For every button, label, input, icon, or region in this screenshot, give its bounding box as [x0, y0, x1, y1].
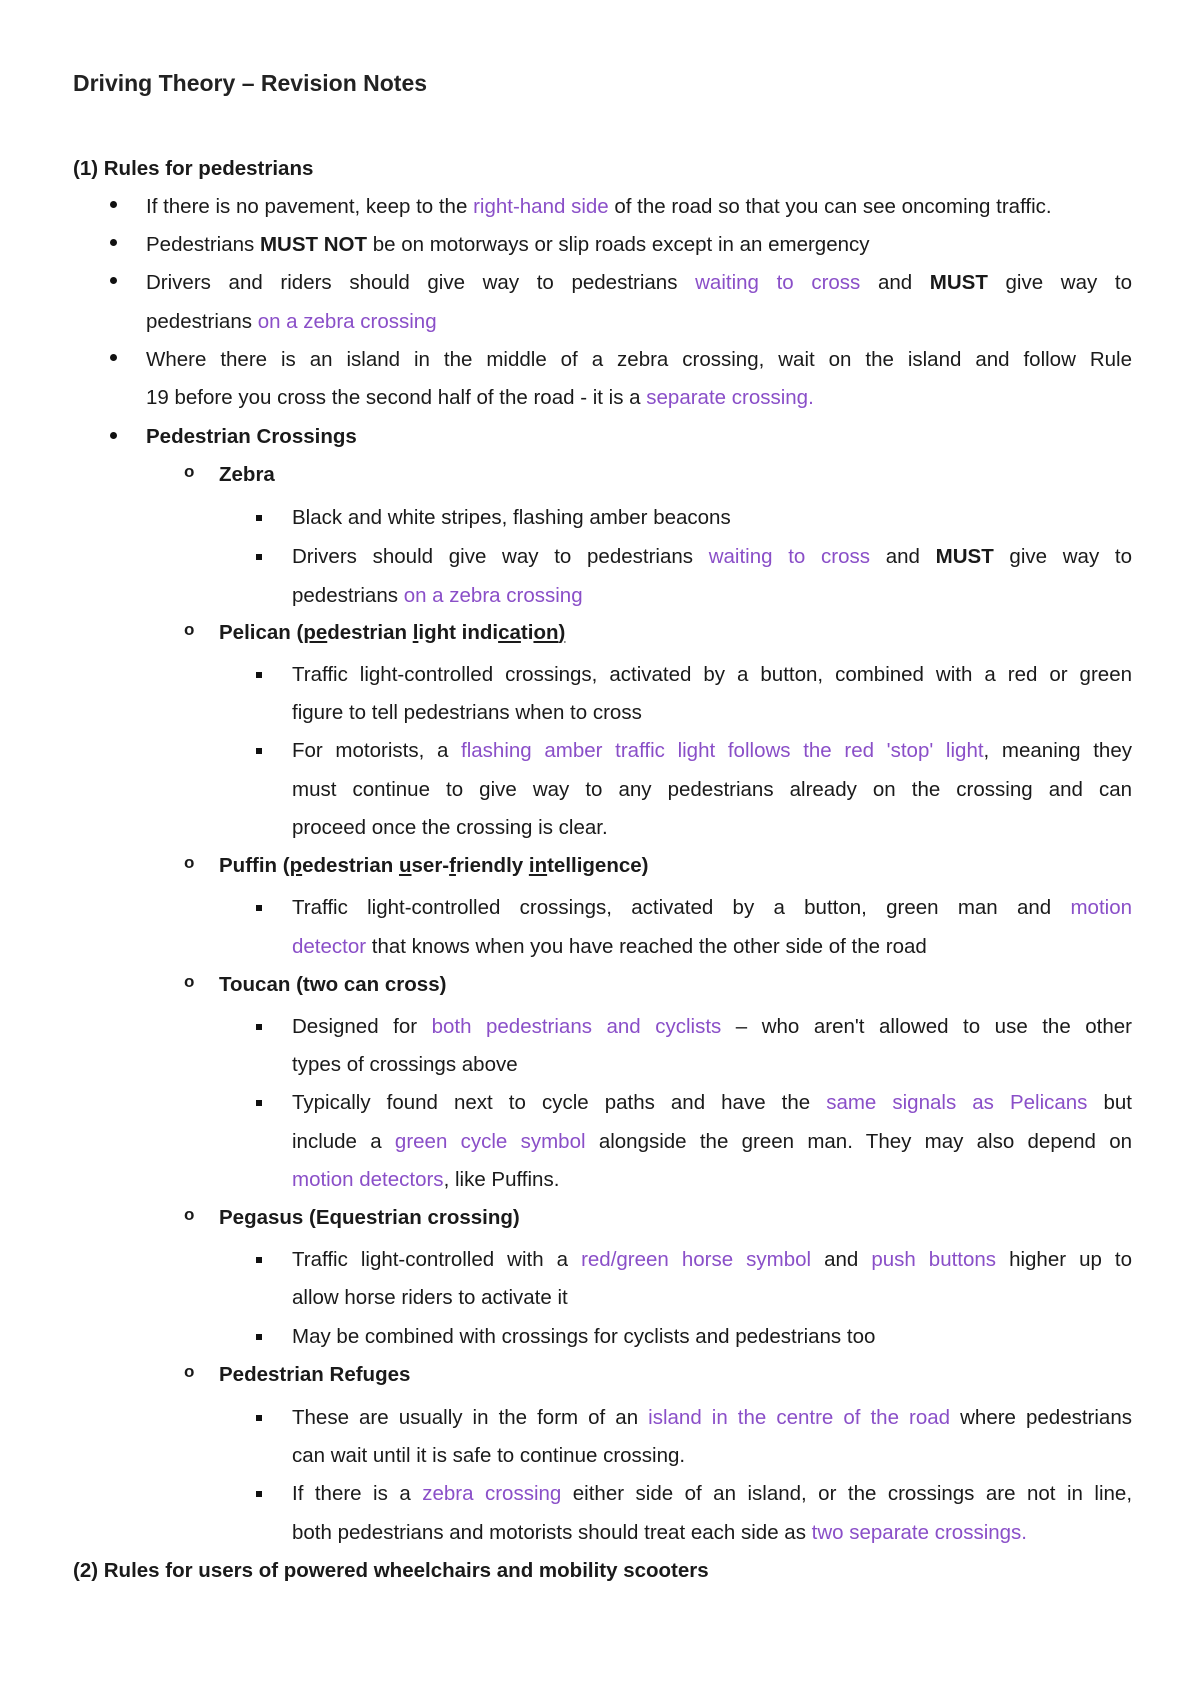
bullet-text: These are usually in the form of an island in the centre of the road where pedestrians: [292, 1406, 1132, 1429]
bullet-disc: [110, 354, 117, 361]
bullet-text-continued: 19 before you cross the second half of the road - it is a separate crossing.: [146, 386, 814, 409]
bullet-text: Typically found next to cycle paths and have the same signals as Pelicans but: [292, 1091, 1132, 1114]
bullet-text-continued: include a green cycle symbol alongside the green man. They may also depend on: [292, 1130, 1133, 1153]
bullet-square: [256, 1491, 262, 1497]
bullet-circle: o: [184, 972, 195, 991]
crossing-heading-toucan: Toucan (two can cross): [219, 973, 447, 996]
bullet-text-continued: pedestrians on a zebra crossing: [292, 584, 583, 607]
bullet-disc: [110, 277, 117, 284]
crossing-heading-zebra: Zebra: [219, 463, 275, 486]
bullet-circle: o: [184, 853, 195, 872]
bullet-circle: o: [184, 1205, 195, 1224]
page-title: Driving Theory – Revision Notes: [73, 70, 428, 96]
bullet-text-continued: both pedestrians and motorists should treat each side as two separate crossings.: [292, 1521, 1027, 1544]
bullet-square: [256, 1257, 262, 1263]
bullet-text-continued: proceed once the crossing is clear.: [292, 816, 608, 839]
crossing-heading-pegasus: Pegasus (Equestrian crossing): [219, 1206, 520, 1229]
bullet-text: Drivers and riders should give way to pedestrians waiting to cross and MUST give way to: [146, 271, 1132, 294]
section-heading: (1) Rules for pedestrians: [73, 157, 314, 180]
subsection-heading: Pedestrian Crossings: [146, 425, 357, 448]
bullet-square: [256, 672, 262, 678]
bullet-text: Traffic light-controlled with a red/green horse symbol and push buttons higher up to: [292, 1248, 1132, 1271]
crossing-heading-puffin: Puffin (pedestrian user-friendly intelligence): [219, 854, 649, 877]
bullet-square: [256, 1334, 262, 1340]
bullet-square: [256, 748, 262, 754]
bullet-text: Where there is an island in the middle of a zebra crossing, wait on the island and follow Rule: [146, 348, 1132, 371]
bullet-text-continued: types of crossings above: [292, 1053, 518, 1076]
bullet-text: If there is no pavement, keep to the right-hand side of the road so that you can see oncoming traffic.: [146, 195, 1052, 218]
bullet-text-continued: can wait until it is safe to continue crossing.: [292, 1444, 686, 1467]
bullet-circle: o: [184, 462, 195, 481]
bullet-text: Traffic light-controlled crossings, activated by a button, green man and motion: [292, 896, 1132, 919]
bullet-text: For motorists, a flashing amber traffic light follows the red 'stop' light, meaning they: [292, 739, 1132, 762]
bullet-text-continued: pedestrians on a zebra crossing: [146, 310, 437, 333]
bullet-square: [256, 1415, 262, 1421]
bullet-square: [256, 905, 262, 911]
bullet-text: Designed for both pedestrians and cyclists – who aren't allowed to use the other: [292, 1015, 1132, 1038]
bullet-disc: [110, 432, 117, 439]
crossing-heading-pelican: Pelican (pedestrian light indication): [219, 621, 566, 644]
bullet-square: [256, 1100, 262, 1106]
bullet-text: Black and white stripes, flashing amber beacons: [292, 506, 731, 529]
bullet-square: [256, 515, 262, 521]
bullet-text-continued: must continue to give way to any pedestrians already on the crossing and can: [292, 778, 1132, 801]
bullet-text: If there is a zebra crossing either side of an island, or the crossings are not in line,: [292, 1482, 1133, 1505]
bullet-circle: o: [184, 1362, 195, 1381]
bullet-text: Drivers should give way to pedestrians waiting to cross and MUST give way to: [292, 545, 1132, 568]
bullet-circle: o: [184, 620, 195, 639]
bullet-text: Pedestrians MUST NOT be on motorways or slip roads except in an emergency: [146, 233, 870, 256]
bullet-text: May be combined with crossings for cyclists and pedestrians too: [292, 1325, 876, 1348]
bullet-disc: [110, 201, 117, 208]
crossing-heading-refuges: Pedestrian Refuges: [219, 1363, 411, 1386]
section-heading: (2) Rules for users of powered wheelchairs and mobility scooters: [73, 1559, 709, 1582]
bullet-text-continued: motion detectors, like Puffins.: [292, 1168, 560, 1191]
bullet-square: [256, 1024, 262, 1030]
bullet-text: Traffic light-controlled crossings, activated by a button, combined with a red or green: [292, 663, 1132, 686]
bullet-text-continued: figure to tell pedestrians when to cross: [292, 701, 642, 724]
bullet-square: [256, 554, 262, 560]
bullet-text-continued: detector that knows when you have reached the other side of the road: [292, 935, 927, 958]
bullet-text-continued: allow horse riders to activate it: [292, 1286, 568, 1309]
bullet-disc: [110, 239, 117, 246]
